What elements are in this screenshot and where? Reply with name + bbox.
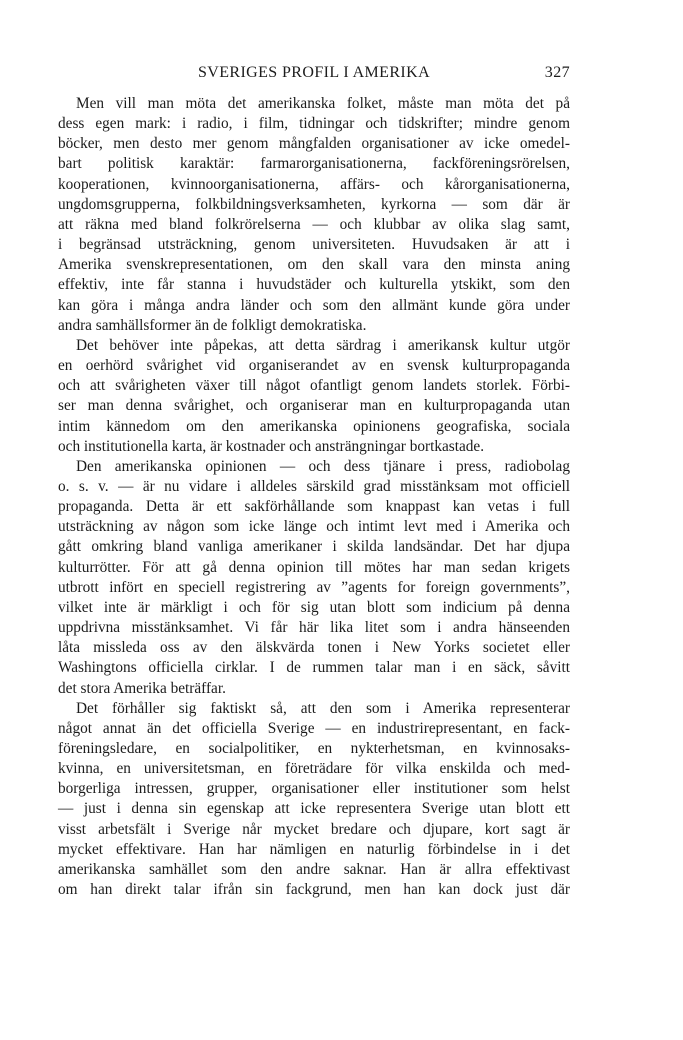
text-line: — just i denna sin egenskap att icke representera Sverige utan blott ett xyxy=(58,800,570,818)
text-line: kvinna, en universitetsman, en företrädare för vilka enskilda och med- xyxy=(58,760,570,778)
text-line: utbrott infört en speciell registrering av ”agents for foreign governments”, xyxy=(58,578,570,596)
text-line: o. s. v. — är nu vidare i alldeles särskild grad misstänksam mot officiell xyxy=(58,477,570,495)
text-line: kan göra i många andra länder och som den allmänt kunde göra under xyxy=(58,296,570,314)
text-line: Amerika svenskrepresentationen, om den skall vara den minsta aning xyxy=(58,256,570,274)
text-line: Det förhåller sig faktiskt så, att den som i Amerika representerar xyxy=(76,699,570,717)
book-page xyxy=(58,58,570,900)
text-line: en oerhörd svårighet vid organiserandet av en svensk kulturpropaganda xyxy=(58,357,570,375)
paragraph xyxy=(58,336,570,457)
text-line: ser man denna svårighet, och organiserar man en kulturpropaganda utan xyxy=(58,397,570,415)
text-line: Den amerikanska opinionen — och dess tjänare i press, radiobolag xyxy=(76,457,570,475)
text-line: amerikanska samhället som den andre saknar. Han är allra effektivast xyxy=(58,860,570,878)
body-text xyxy=(58,94,570,900)
text-line: och att svårigheten växer till något ofantligt genom landets storlek. Förbi- xyxy=(58,377,570,395)
text-line: uppdrivna misstänksamhet. Vi får här lika litet som i andra hänseenden xyxy=(58,619,570,637)
text-line: vilket inte är märkligt i och för sig utan blott som indicium på denna xyxy=(58,598,570,616)
text-line: ungdomsgrupperna, folkbildningsverksamheten, kyrkorna — som där är xyxy=(58,195,570,213)
text-line: effektiv, inte får stanna i huvudstäder och kulturella ytskikt, som den xyxy=(58,276,570,294)
text-line: dess egen mark: i radio, i film, tidningar och tidskrifter; mindre genom xyxy=(58,115,570,133)
text-line: kulturrötter. För att gå denna opinion till mötes har man sedan krigets xyxy=(58,558,570,576)
text-line: om han direkt talar ifrån sin fackgrund, men han kan dock just där xyxy=(58,881,570,899)
paragraph xyxy=(58,699,570,901)
text-line: böcker, men desto mer genom mångfalden organisationer av icke omedel- xyxy=(58,135,570,153)
text-line: bart politisk karaktär: farmarorganisationerna, fackföreningsrörelsen, xyxy=(58,155,570,173)
text-line: låta missleda oss av den älskvärda tonen i New Yorks societet eller xyxy=(58,639,570,657)
text-line: i begränsad utsträckning, genom universiteten. Huvudsaken är att i xyxy=(58,236,570,254)
text-line: och institutionella karta, är kostnader och ansträngningar bortkastade. xyxy=(58,437,485,455)
running-title: SVERIGES PROFIL I AMERIKA xyxy=(197,64,431,81)
text-line: Washingtons officiella cirklar. I de rummen talar man i en säck, såvitt xyxy=(58,659,570,677)
text-line: borgerliga intressen, grupper, organisationer eller institutioner som helst xyxy=(58,780,570,798)
text-line: Men vill man möta det amerikanska folket, måste man möta det på xyxy=(76,95,570,112)
text-line: utsträckning av någon som icke länge och intimt levt med i Amerika och xyxy=(58,518,570,536)
paragraph xyxy=(58,457,570,699)
page-number: 327 xyxy=(544,64,570,81)
text-line: föreningsledare, en socialpolitiker, en nykterhetsman, en kvinnosaks- xyxy=(58,740,570,757)
text-line: att räkna med bland folkrörelserna — och klubbar av olika slag samt, xyxy=(58,215,570,233)
text-line: visst arbetsfält i Sverige når mycket bredare och djupare, kort sagt är xyxy=(58,820,570,838)
text-line: propaganda. Detta är ett sakförhållande som knappast kan vetas i full xyxy=(58,498,570,516)
text-line: intim kännedom om den amerikanska opinionens geografiska, sociala xyxy=(58,417,570,435)
text-line: mycket effektivare. Han har nämligen en naturlig förbindelse in i det xyxy=(58,840,570,858)
text-line: det stora Amerika beträffar. xyxy=(58,679,226,697)
text-line: något annat än det officiella Sverige — en industrirepresentant, en fack- xyxy=(58,719,570,737)
running-header xyxy=(58,58,570,88)
paragraph xyxy=(58,94,570,336)
text-line: andra samhällsformer än de folkligt demokratiska. xyxy=(58,316,367,334)
text-line: Det behöver inte påpekas, att detta särdrag i amerikansk kultur utgör xyxy=(76,336,570,354)
text-line: kooperationen, kvinnoorganisationerna, affärs- och kårorganisationerna, xyxy=(58,175,570,193)
text-line: gått omkring bland vanliga amerikaner i skilda landsändar. Det har djupa xyxy=(58,538,570,556)
